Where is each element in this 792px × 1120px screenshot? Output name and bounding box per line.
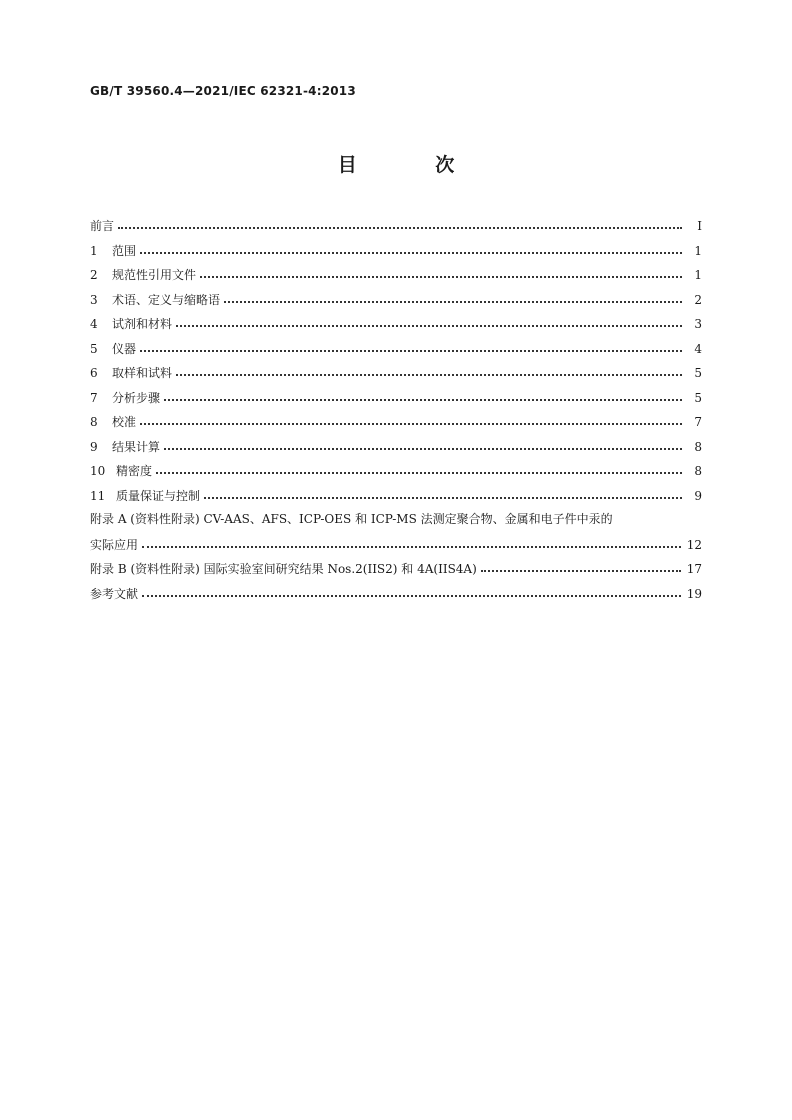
toc-entry[interactable] [90, 461, 702, 486]
toc-entry-label: 10 精密度 [90, 464, 153, 478]
toc-entry-label: 7 分析步骤 [90, 390, 161, 405]
toc-leader-dots [176, 313, 682, 327]
toc-page-number: 19 [686, 586, 702, 601]
toc-leader-dots [164, 436, 682, 450]
toc-leader-dots [140, 411, 682, 425]
toc-leader-dots [224, 289, 682, 303]
toc-entry-label: 5 仪器 [90, 341, 137, 356]
toc-entry[interactable] [90, 437, 702, 462]
toc-entry[interactable] [90, 241, 702, 266]
toc-entry-label: 1 范围 [90, 243, 137, 258]
toc-page-number: 7 [694, 415, 702, 429]
toc-leader-dots [200, 264, 682, 278]
toc-entry-label: 实际应用 [90, 537, 139, 552]
toc-leader-dots [140, 338, 682, 352]
toc-entry-foreword[interactable] [90, 216, 702, 241]
toc-leader-dots [142, 534, 681, 548]
toc-page-number: 1 [694, 243, 702, 258]
toc-entry-label: 11 质量保证与控制 [90, 488, 201, 503]
toc-entry-label: 附录 A (资料性附录) CV-AAS、AFS、ICP-OES 和 ICP-MS 法测定聚合物、金属和电子件中汞的 [90, 512, 613, 526]
toc-entry-annex-a[interactable] [90, 535, 702, 560]
toc-leader-dots [156, 460, 682, 474]
toc-leader-dots [140, 240, 682, 254]
toc-entry[interactable] [90, 388, 702, 413]
table-of-contents [90, 216, 702, 608]
toc-page-number: Ⅰ [697, 219, 702, 233]
toc-page-number: 3 [694, 317, 702, 331]
toc-leader-dots [481, 558, 681, 572]
toc-leader-dots [164, 387, 682, 401]
toc-page-number: 4 [694, 341, 702, 356]
toc-entry[interactable] [90, 265, 702, 290]
toc-page-number: 2 [694, 292, 702, 307]
toc-entry-label: 4 试剂和材料 [90, 317, 173, 331]
toc-page-number: 17 [686, 562, 702, 576]
toc-page-number: 9 [694, 488, 702, 503]
toc-leader-dots [176, 362, 682, 376]
toc-page-number: 12 [686, 537, 702, 552]
toc-entry[interactable] [90, 314, 702, 339]
toc-entry-label: 3 术语、定义与缩略语 [90, 292, 221, 307]
standard-code: GB/T 39560.4—2021/IEC 62321-4:2013 [90, 84, 356, 98]
toc-entry-label: 8 校准 [90, 415, 137, 429]
toc-entry-bibliography[interactable] [90, 584, 702, 609]
toc-entry[interactable] [90, 339, 702, 364]
toc-entry-label: 前言 [90, 219, 115, 233]
toc-entry[interactable] [90, 290, 702, 315]
toc-entry-label: 参考文献 [90, 586, 139, 601]
page-title: 目 次 [337, 154, 491, 176]
toc-entry[interactable] [90, 486, 702, 511]
toc-entry-label: 2 规范性引用文件 [90, 268, 197, 282]
toc-leader-dots [118, 215, 682, 229]
toc-page-number: 8 [694, 439, 702, 454]
toc-leader-dots [142, 583, 681, 597]
toc-entry[interactable] [90, 412, 702, 437]
toc-page-number: 8 [694, 464, 702, 478]
toc-leader-dots [204, 485, 682, 499]
toc-entry-annex-a-title[interactable] [90, 510, 702, 535]
toc-entry-label: 6 取样和试料 [90, 366, 173, 380]
toc-page-number: 5 [694, 390, 702, 405]
toc-entry-label: 9 结果计算 [90, 439, 161, 454]
toc-entry[interactable] [90, 363, 702, 388]
toc-entry-annex-b[interactable] [90, 559, 702, 584]
toc-page-number: 5 [694, 366, 702, 380]
toc-page-number: 1 [694, 268, 702, 282]
toc-entry-label: 附录 B (资料性附录) 国际实验室间研究结果 Nos.2(IIS2) 和 4A(IIS4A) [90, 562, 477, 576]
